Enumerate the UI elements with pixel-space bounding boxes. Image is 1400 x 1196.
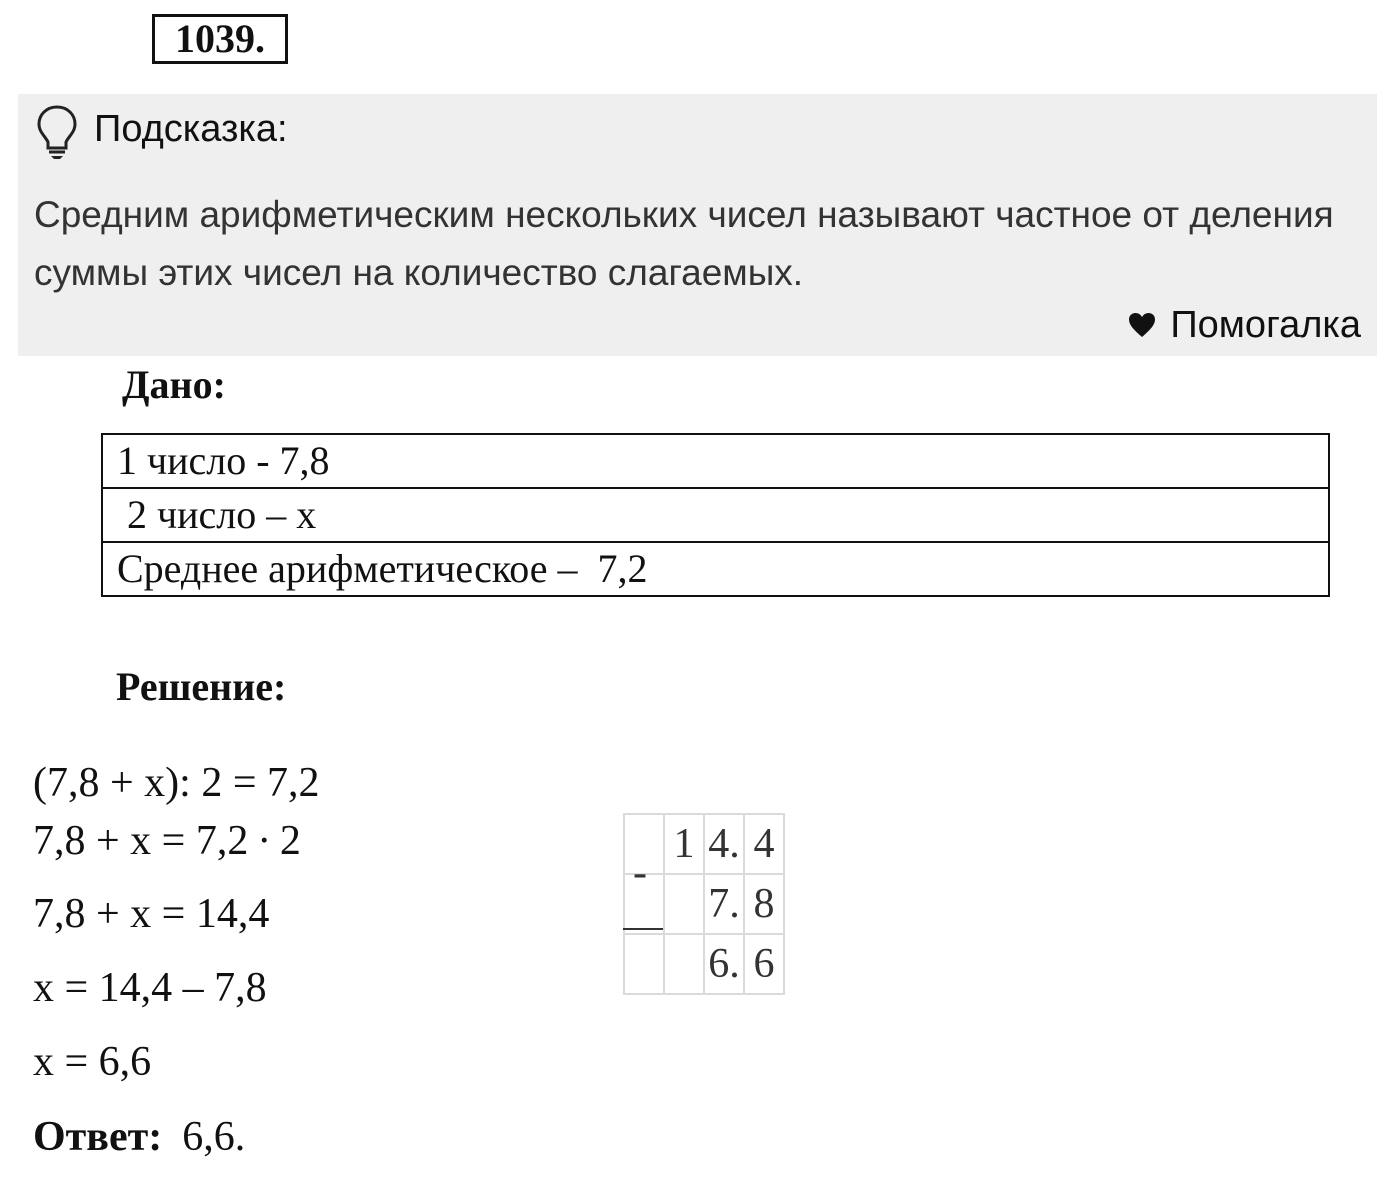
- calc-cell: 6.: [704, 934, 744, 994]
- equation-line: (7,8 + x): 2 = 7,2: [33, 760, 320, 806]
- column-subtraction: [623, 813, 785, 995]
- calc-cell: 6: [744, 934, 784, 994]
- calc-cell: [624, 934, 664, 994]
- answer: [33, 1112, 245, 1162]
- calc-cell: 4.: [704, 814, 744, 874]
- given-title: Дано:: [122, 362, 226, 407]
- heart-icon: [1128, 312, 1156, 338]
- given-row: [102, 488, 1329, 542]
- lightbulb-icon: [36, 104, 78, 160]
- given-row: [102, 434, 1329, 488]
- given-table: [101, 433, 1330, 597]
- given-row: [102, 542, 1329, 596]
- equation-line: 7,8 + x = 7,2 ∙ 2: [33, 818, 301, 864]
- hint-box: [18, 94, 1377, 356]
- solution-title: Решение:: [116, 664, 287, 709]
- problem-number: 1039.: [152, 14, 288, 64]
- given-cell: 2 число – x: [102, 488, 1329, 542]
- calc-cell: [664, 874, 704, 934]
- hint-source-link[interactable]: [1128, 300, 1361, 350]
- equation-line: 7,8 + x = 14,4: [33, 891, 270, 937]
- calc-cell: [664, 934, 704, 994]
- result-line: [623, 928, 663, 930]
- hint-source-label: Помогалка: [1170, 304, 1361, 346]
- calc-cell: 4: [744, 814, 784, 874]
- hint-title: Подсказка:: [94, 108, 288, 150]
- minus-sign: -: [633, 850, 647, 896]
- answer-value: 6,6.: [182, 1114, 246, 1160]
- calc-cell: 8: [744, 874, 784, 934]
- given-cell: 1 число - 7,8: [102, 434, 1329, 488]
- hint-text: Средним арифметическим нескольких чисел называют частное от деления суммы этих чисел на количество слагаемых.: [34, 194, 1334, 293]
- calc-cell: 1: [664, 814, 704, 874]
- answer-label: Ответ:: [33, 1114, 163, 1160]
- calc-cell: 7.: [704, 874, 744, 934]
- equation-line: x = 14,4 – 7,8: [33, 965, 267, 1011]
- equation-line: x = 6,6: [33, 1039, 152, 1085]
- given-cell: Среднее арифметическое – 7,2: [102, 542, 1329, 596]
